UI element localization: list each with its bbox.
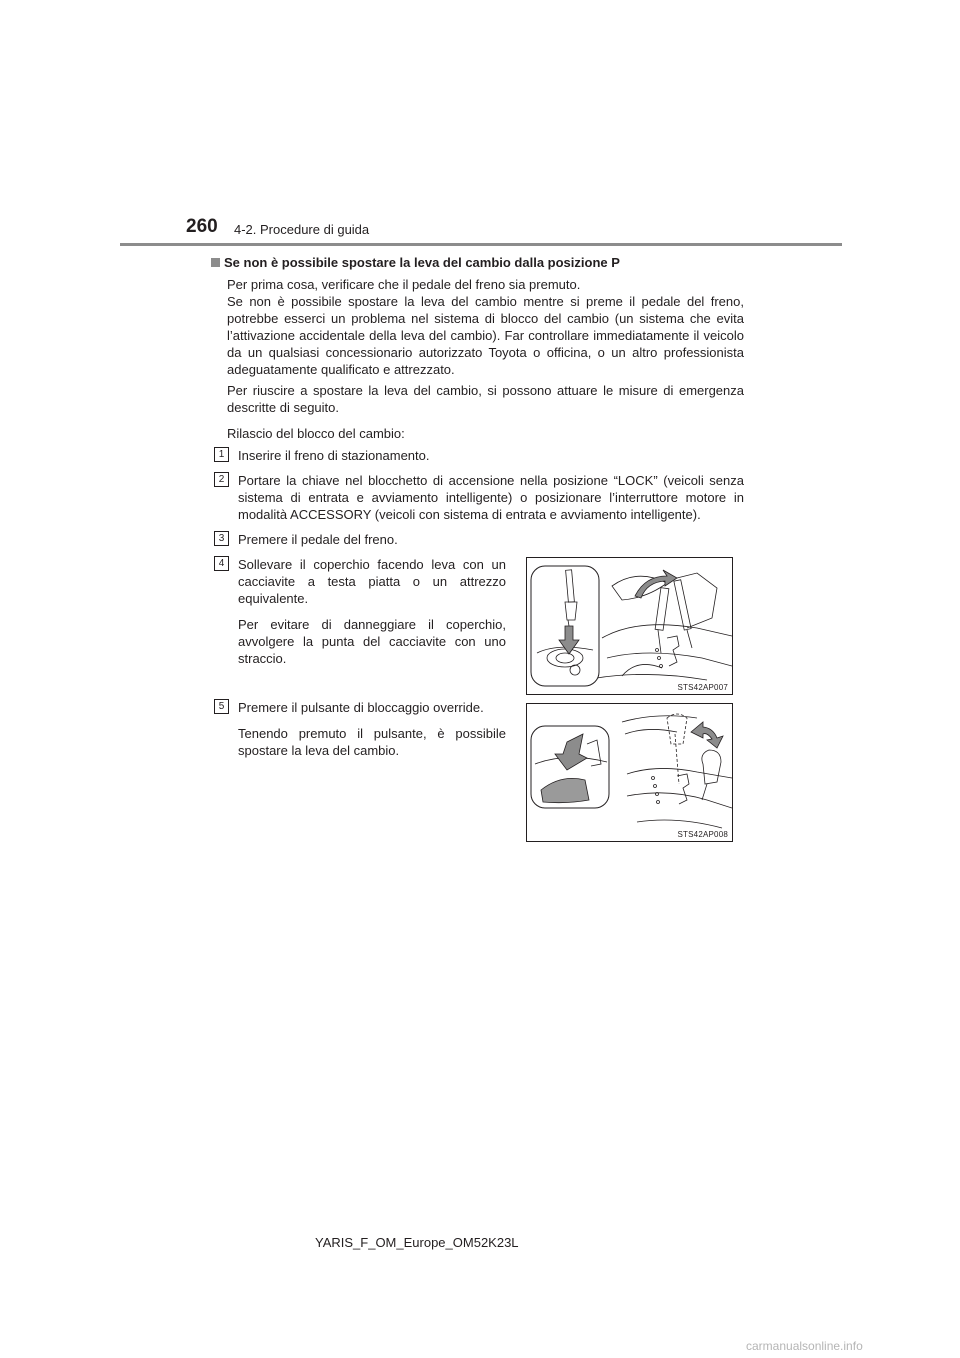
lift-arrow-icon [635, 570, 677, 598]
step-1-text: Inserire il freno di stazionamento. [238, 448, 430, 463]
figure-code: STS42AP008 [677, 830, 728, 839]
square-bullet-icon [211, 258, 220, 267]
watermark: carmanualsonline.info [746, 1339, 863, 1353]
shift-arrow-icon [691, 722, 723, 748]
step-5-note: Tenendo premuto il pulsante, è possibile spostare la leva del cambio. [238, 726, 506, 758]
shift-lock-override-illustration [527, 704, 732, 841]
step-number-badge: 3 [214, 531, 229, 546]
section-title: 4-2. Procedure di guida [234, 222, 370, 237]
figure-remove-cover [526, 557, 733, 695]
step-2-text: Portare la chiave nel blocchetto di accensione nella posizione “LOCK” (veicoli senza sistema di entrata e avviamento intelligente) o posizionare l’interruttore motore in modalità ACCESSORY (veicoli con sistema di entrata e avviamento intelligente). [238, 473, 744, 522]
step-number-badge: 5 [214, 699, 229, 714]
intro-paragraph-4: Rilascio del blocco del cambio: [227, 426, 405, 441]
step-4-text: Sollevare il coperchio facendo leva con un cacciavite a testa piatta o un attrezzo equivalente. [238, 557, 506, 606]
page-number: 260 [186, 216, 218, 237]
document-footer: YARIS_F_OM_Europe_OM52K23L [315, 1235, 519, 1250]
step-number-badge: 1 [214, 447, 229, 462]
figure-override-button [526, 703, 733, 842]
intro-paragraph-3: Per riuscire a spostare la leva del cambio, si possono attuare le misure di emergenza descritte di seguito. [227, 383, 744, 415]
header-divider [120, 243, 842, 246]
subsection-heading-text: Se non è possibile spostare la leva del cambio dalla posizione P [224, 255, 620, 270]
figure-code: STS42AP007 [677, 683, 728, 692]
step-number-badge: 4 [214, 556, 229, 571]
step-4-note: Per evitare di danneggiare il coperchio, avvolgere la punta del cacciavite con uno straccio. [238, 617, 506, 666]
intro-paragraph-2: Se non è possibile spostare la leva del cambio mentre si preme il pedale del freno, potrebbe esserci un problema nel sistema di blocco del cambio (un sistema che evita l’attivazione accidentale della leva del cambio). Far controllare immediatamente il veicolo da un qualsiasi concessionario autorizzato Toyota o officina, o un altro professionista adeguatamente qualificato e attrezzato. [227, 294, 744, 377]
intro-paragraph-1: Per prima cosa, verificare che il pedale del freno sia premuto. [227, 277, 581, 292]
step-5-text: Premere il pulsante di bloccaggio override. [238, 700, 484, 715]
shift-lock-cover-illustration [527, 558, 732, 694]
step-number-badge: 2 [214, 472, 229, 487]
subsection-heading [211, 255, 620, 270]
step-3-text: Premere il pedale del freno. [238, 532, 398, 547]
